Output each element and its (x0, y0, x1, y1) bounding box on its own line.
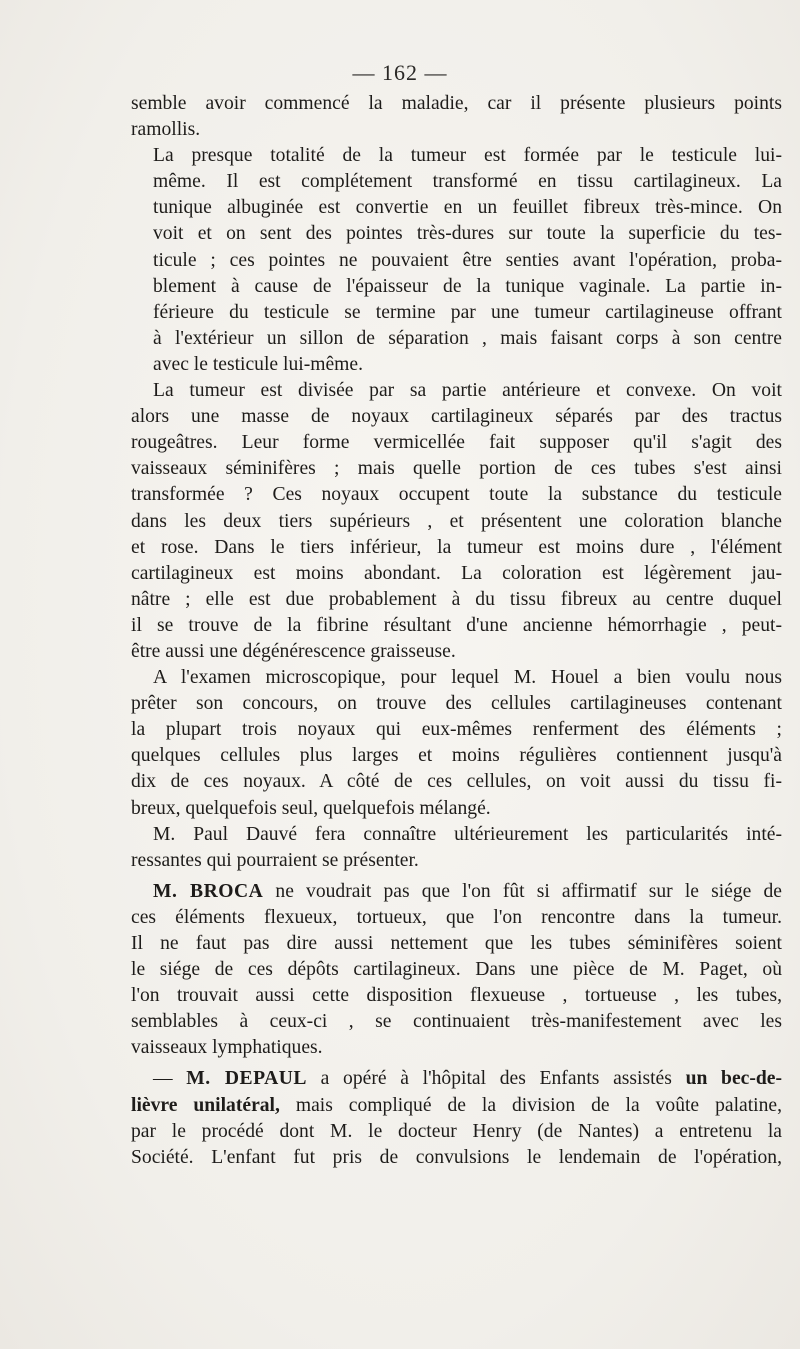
bold-phrase: un bec-de- (685, 1068, 782, 1090)
text-line: ramollis. (131, 119, 201, 141)
text-line: tunique albuginée est convertie en un feuillet fibreux très-mince. On (153, 197, 782, 219)
text-line: l'on trouvait aussi cette disposition flexueuse , tortueuse , les tubes, (131, 985, 782, 1007)
text-line: A l'examen microscopique, pour lequel M. Houel a bien voulu nous (153, 667, 782, 689)
text-line (131, 879, 782, 905)
text-line: semble avoir commencé la maladie, car il présente plusieurs points (131, 93, 782, 114)
text-line: semblables à ceux-ci , se continuaient très-manifestement avec les (131, 1011, 782, 1033)
text-line: Société. L'enfant fut pris de convulsions le lendemain de l'opération, (131, 1146, 782, 1168)
body-text (131, 91, 782, 1171)
text-line: le siége de ces dépôts cartilagineux. Dans une pièce de M. Paget, où (131, 959, 782, 981)
text-line: breux, quelquefois seul, quelquefois mélangé. (131, 797, 491, 819)
paragraph (131, 143, 782, 378)
text-line: blement à cause de l'épaisseur de la tunique vaginale. La partie in- (153, 275, 782, 297)
paragraph (131, 1066, 782, 1170)
text-line: ces éléments flexueux, tortueux, que l'on rencontre dans la tumeur. (131, 906, 782, 928)
text-line: vaisseaux séminifères ; mais quelle portion de ces tubes s'est ainsi (131, 458, 782, 480)
text-line: avec le testicule lui-même. (153, 353, 363, 375)
paragraph (131, 91, 782, 143)
text-line: vaisseaux lymphatiques. (131, 1037, 323, 1059)
paragraph (131, 378, 782, 665)
text-line: rougeâtres. Leur forme vermicellée fait supposer qu'il s'agit des (131, 432, 782, 454)
text-line: dix de ces noyaux. A côté de ces cellules, on voit aussi du tissu fi- (131, 771, 782, 793)
text-line: prêter son concours, on trouve des cellules cartilagineuses contenant (131, 693, 782, 715)
text-line (131, 1093, 782, 1119)
bold-phrase: lièvre unilatéral, (131, 1094, 280, 1116)
text-line: quelques cellules plus larges et moins régulières contiennent jusqu'à (131, 745, 782, 767)
text-line: cartilagineux est moins abondant. La coloration est légèrement jau- (131, 562, 782, 584)
text-line: la plupart trois noyaux qui eux-mêmes renferment des éléments ; (131, 719, 782, 741)
text-line: même. Il est complétement transformé en tissu cartilagineux. La (153, 171, 782, 193)
text-line: férieure du testicule se termine par une tumeur cartilagineuse offrant (153, 301, 782, 323)
text-line: dans les deux tiers supérieurs , et présentent une coloration blanche (131, 510, 782, 532)
page-number: — 162 — (352, 60, 448, 85)
text-line: Il ne faut pas dire aussi nettement que les tubes séminifères soient (131, 933, 782, 954)
text-line: voit et on sent des pointes très-dures sur toute la superficie du tes- (153, 223, 782, 245)
text-line: transformée ? Ces noyaux occupent toute la substance du testicule (131, 484, 782, 506)
text-fragment: a opéré à l'hôpital des Enfants assistés (306, 1068, 686, 1090)
text-line: M. Paul Dauvé fera connaître ultérieurement les particularités inté- (153, 823, 782, 845)
text-fragment: ne voudrait pas que l'on fût si affirmatif sur le siége de (263, 880, 782, 902)
paragraph (131, 665, 782, 822)
text-line: La presque totalité de la tumeur est formée par le testicule lui- (153, 145, 782, 167)
paragraph (131, 822, 782, 874)
speaker-name: M. BROCA (153, 880, 264, 902)
text-line: être aussi une dégénérescence graisseuse. (131, 640, 456, 662)
text-line: il se trouve de la fibrine résultant d'une ancienne hémorrhagie , peut- (131, 614, 782, 636)
text-fragment: mais compliqué de la division de la voûte palatine, (279, 1094, 782, 1116)
text-line: ressantes qui pourraient se présenter. (131, 849, 419, 871)
text-line: nâtre ; elle est due probablement à du tissu fibreux au centre duquel (131, 588, 782, 610)
text-line (131, 1066, 782, 1092)
text-line: par le procédé dont M. le docteur Henry (de Nantes) a entretenu la (131, 1120, 782, 1142)
text-line: alors une masse de noyaux cartilagineux séparés par des tractus (131, 406, 782, 428)
paragraph (131, 879, 782, 1062)
text-line: La tumeur est divisée par sa partie antérieure et convexe. On voit (153, 380, 782, 402)
speaker-name: M. DEPAUL (186, 1068, 307, 1090)
text-line: à l'extérieur un sillon de séparation , mais faisant corps à son centre (153, 327, 782, 349)
dash: — (153, 1068, 187, 1090)
text-line: ticule ; ces pointes ne pouvaient être senties avant l'opération, proba- (153, 249, 782, 271)
text-line: et rose. Dans le tiers inférieur, la tumeur est moins dure , l'élément (131, 536, 782, 558)
